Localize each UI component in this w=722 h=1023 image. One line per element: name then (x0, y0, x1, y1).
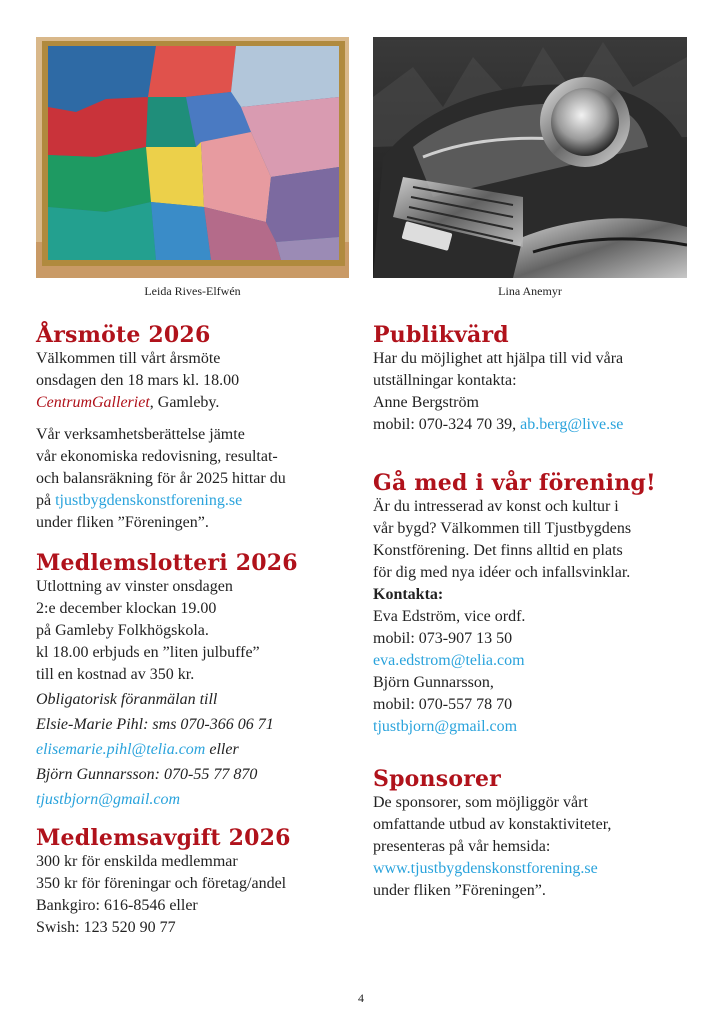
italic-line: Elsie-Marie Pihl: sms 070-366 06 71 (36, 716, 274, 733)
contact-mobile: mobil: 073-907 13 50 (373, 630, 513, 647)
painting-image-abstract (36, 37, 349, 278)
ga-med-paragraph (373, 496, 687, 738)
text-line: Swish: 123 520 90 77 (36, 919, 176, 936)
text-line: Bankgiro: 616-8546 eller (36, 897, 198, 914)
email-line-1 (36, 739, 349, 761)
section-sponsorer (373, 766, 687, 902)
text-line: Konstförening. Det finns alltid en plats (373, 542, 623, 559)
text-line: och balansräkning för år 2025 hittar du (36, 470, 286, 487)
text-line: Vår verksamhetsberättelse jämte (36, 426, 245, 443)
text-line: för dig med nya idéer och infallsvinklar. (373, 564, 631, 581)
venue-line (36, 392, 349, 414)
text-line: De sponsorer, som möjliggör vårt (373, 794, 588, 811)
website-link[interactable]: www.tjustbygdenskonstforening.se (373, 860, 598, 877)
heading-arsmote: Årsmöte 2026 (36, 322, 211, 348)
section-publikvard (373, 322, 687, 436)
text-line: 350 kr för föreningar och företag/andel (36, 875, 287, 892)
sponsorer-paragraph (373, 792, 687, 902)
heading-ga-med: Gå med i vår förening! (373, 470, 656, 496)
text-line: 2:e december klockan 19.00 (36, 600, 217, 617)
heading-avgift: Medlemsavgift 2026 (36, 825, 291, 851)
text-line: Utlottning av vinster onsdagen (36, 578, 233, 595)
left-column (36, 37, 349, 939)
text-line: vår ekonomiska redovisning, resultat- (36, 448, 278, 465)
website-line (36, 490, 349, 512)
text-line: Anne Bergström (373, 394, 479, 411)
lotteri-paragraph (36, 576, 349, 811)
contact-mobile: mobil: 070-557 78 70 (373, 696, 513, 713)
italic-line: Obligatorisk föranmälan till (36, 691, 218, 708)
mobile-line (373, 414, 687, 436)
email-link[interactable]: tjustbjorn@gmail.com (36, 791, 181, 808)
contact-label: Kontakta: (373, 586, 444, 603)
email-link[interactable]: ab.berg@live.se (520, 416, 624, 433)
text-line: vår bygd? Välkommen till Tjustbygdens (373, 520, 632, 537)
avgift-paragraph (36, 851, 349, 939)
publikvard-paragraph (373, 348, 687, 436)
contact-name: Björn Gunnarsson, (373, 674, 494, 691)
image-caption-right: Lina Anemyr (498, 284, 562, 298)
text-line: under fliken ”Föreningen”. (36, 514, 209, 531)
venue-suffix: , Gamleby. (149, 394, 220, 411)
text-line: Är du intresserad av konst och kultur i (373, 498, 619, 515)
text-line: omfattande utbud av konstaktiviteter, (373, 816, 612, 833)
email-link[interactable]: tjustbjorn@gmail.com (373, 718, 518, 735)
abstract-painting-illustration (36, 37, 349, 278)
car-painting-illustration (373, 37, 687, 278)
email-link[interactable]: eva.edstrom@telia.com (373, 652, 525, 669)
mobile-text: mobil: 070-324 70 39, (373, 416, 521, 433)
heading-publikvard: Publikvärd (373, 322, 509, 348)
italic-line: Björn Gunnarsson: 070-55 77 870 (36, 766, 258, 783)
text-line: presenteras på vår hemsida: (373, 838, 551, 855)
website-link[interactable]: tjustbygdenskonstforening.se (55, 492, 243, 509)
text-line: utställningar kontakta: (373, 372, 517, 389)
heading-sponsorer: Sponsorer (373, 766, 501, 792)
text-line: onsdagen den 18 mars kl. 18.00 (36, 372, 240, 389)
page-number: 4 (358, 991, 364, 1005)
text-line: till en kostnad av 350 kr. (36, 666, 195, 683)
painting-image-car (373, 37, 687, 278)
email-suffix: eller (205, 741, 239, 758)
text-line: Har du möjlighet att hjälpa till vid våra (373, 350, 624, 367)
venue-name: CentrumGalleriet (36, 394, 150, 411)
arsmote-paragraph-2 (36, 424, 349, 534)
contact-name: Eva Edström, vice ordf. (373, 608, 526, 625)
text-line: kl 18.00 erbjuds en ”liten julbuffe” (36, 644, 260, 661)
text-line: Välkommen till vårt årsmöte (36, 350, 221, 367)
text-line: på Gamleby Folkhögskola. (36, 622, 209, 639)
section-arsmote (36, 322, 349, 534)
arsmote-paragraph-1 (36, 348, 349, 414)
right-column (373, 37, 687, 902)
section-avgift (36, 825, 349, 939)
text-line: under fliken ”Föreningen”. (373, 882, 546, 899)
email-link[interactable]: elisemarie.pihl@telia.com (36, 741, 206, 758)
text-line: 300 kr för enskilda medlemmar (36, 853, 238, 870)
image-caption-left: Leida Rives-Elfwén (144, 284, 241, 298)
website-prefix: på (36, 492, 56, 509)
section-ga-med (373, 470, 687, 738)
heading-lotteri: Medlemslotteri 2026 (36, 550, 298, 576)
section-lotteri (36, 550, 349, 811)
